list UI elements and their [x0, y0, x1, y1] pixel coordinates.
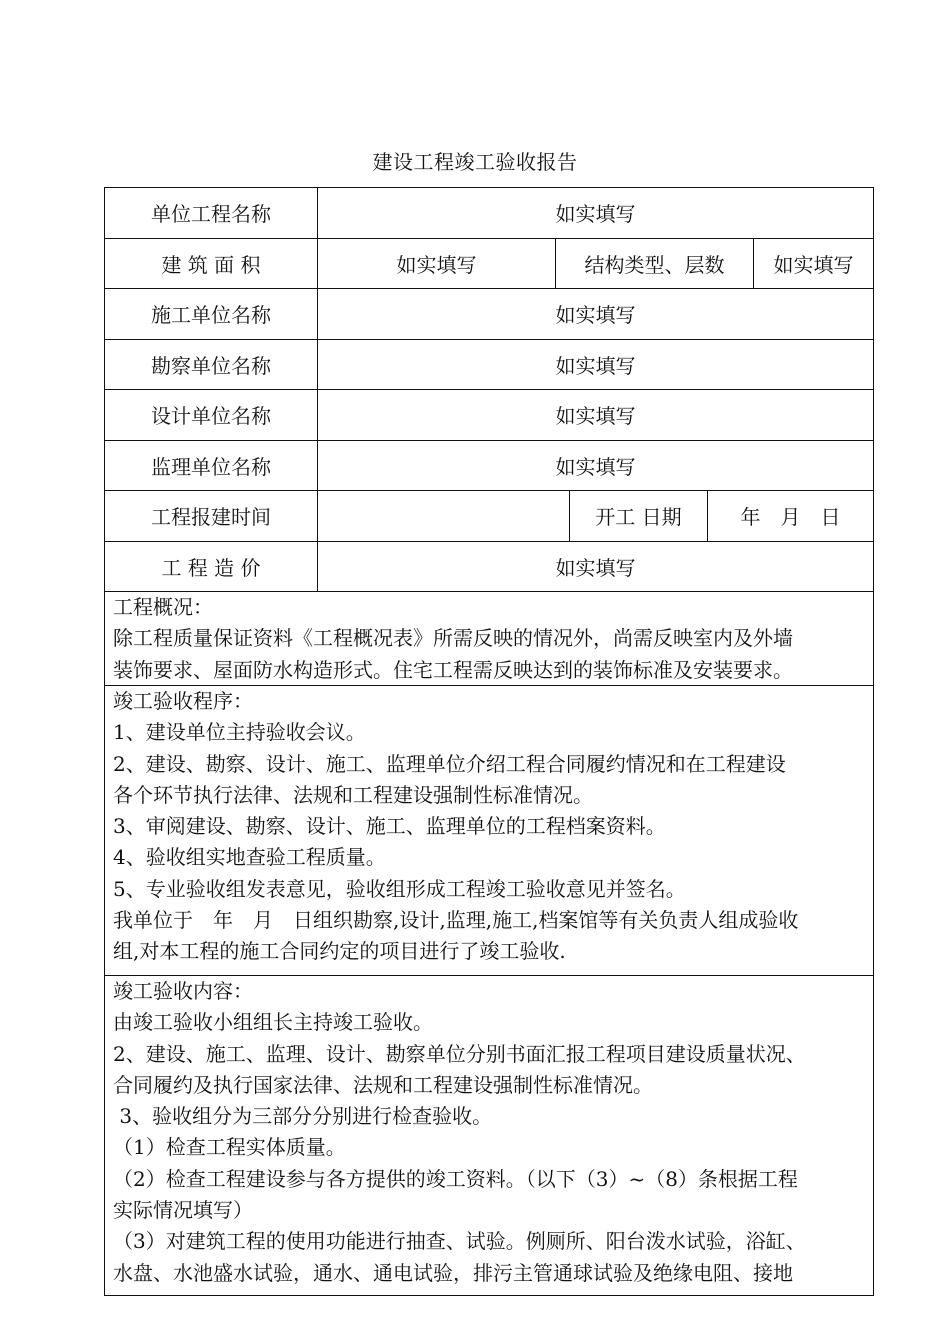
- label-unit-name: 单位工程名称: [151, 202, 271, 227]
- value-start-date: 年 月 日: [707, 491, 873, 541]
- procedure-line: 4、验收组实地查验工程质量。: [113, 845, 386, 870]
- label-structure: 结构类型、层数: [555, 239, 753, 289]
- label-cost: 工 程 造 价: [161, 555, 261, 580]
- row-supervision: [105, 441, 873, 492]
- row-survey: [105, 340, 873, 391]
- procedure-line: 组,对本工程的施工合同约定的项目进行了竣工验收.: [113, 939, 566, 964]
- label-start-date: 开工 日期: [569, 491, 707, 541]
- content-line: 竣工验收内容：: [113, 979, 253, 1003]
- content-line: 2、建设、施工、监理、设计、勘察单位分别书面汇报工程项目建设质量状况、: [113, 1041, 806, 1066]
- row-design: [105, 390, 873, 441]
- procedure-line: 3、审阅建设、勘察、设计、施工、监理单位的工程档案资料。: [113, 814, 666, 839]
- overview-line: 除工程质量保证资料《工程概况表》所需反映的情况外，尚需反映室内及外墙: [113, 626, 793, 651]
- value-design: 如实填写: [317, 390, 873, 440]
- procedure-line: 竣工验收程序：: [113, 689, 253, 713]
- label-construction: 施工单位名称: [151, 303, 271, 328]
- row-report-time: [105, 491, 873, 542]
- overview-section: [105, 592, 873, 686]
- content-line: （1）检查工程实体质量。: [113, 1135, 346, 1160]
- label-survey: 勘察单位名称: [151, 353, 271, 378]
- content-line: （2）检查工程建设参与各方提供的竣工资料。（以下（3）~（8）条根据工程: [113, 1166, 798, 1191]
- content-line: 合同履约及执行国家法律、法规和工程建设强制性标准情况。: [113, 1072, 653, 1097]
- procedure-line: 我单位于 年 月 日组织勘察,设计,监理,施工,档案馆等有关负责人组成验收: [113, 908, 799, 933]
- row-unit-name: [105, 188, 873, 239]
- procedure-line: 5、专业验收组发表意见，验收组形成工程竣工验收意见并签名。: [113, 876, 686, 901]
- label-report-time: 工程报建时间: [151, 505, 271, 530]
- content-line: 由竣工验收小组组长主持竣工验收。: [113, 1010, 433, 1035]
- row-area: [105, 239, 873, 290]
- procedure-section: [105, 686, 873, 976]
- row-cost: [105, 542, 873, 593]
- label-design: 设计单位名称: [151, 404, 271, 429]
- label-area: 建 筑 面 积: [161, 252, 261, 277]
- report-form: [104, 187, 874, 1296]
- row-construction: [105, 289, 873, 340]
- content-line: 实际情况填写）: [113, 1198, 253, 1223]
- overview-line: 工程概况：: [113, 595, 213, 619]
- content-line: 3、验收组分为三部分分别进行检查验收。: [113, 1104, 493, 1129]
- page-title: 建设工程竣工验收报告: [372, 150, 578, 174]
- overview-line: 装饰要求、屋面防水构造形式。住宅工程需反映达到的装饰标准及安装要求。: [113, 657, 793, 682]
- value-construction: 如实填写: [317, 289, 873, 339]
- value-supervision: 如实填写: [317, 441, 873, 491]
- value-cost: 如实填写: [317, 542, 873, 592]
- value-report-time: [317, 491, 569, 541]
- value-survey: 如实填写: [317, 340, 873, 390]
- content-line: 水盘、水池盛水试验，通水、通电试验，排污主管通球试验及绝缘电阻、接地: [113, 1260, 793, 1285]
- procedure-line: 各个环节执行法律、法规和工程建设强制性标准情况。: [113, 782, 593, 807]
- value-area: 如实填写: [317, 239, 555, 289]
- value-structure: 如实填写: [753, 239, 873, 289]
- value-unit-name: 如实填写: [317, 188, 873, 238]
- label-supervision: 监理单位名称: [151, 454, 271, 479]
- procedure-line: 2、建设、勘察、设计、施工、监理单位介绍工程合同履约情况和在工程建设: [113, 751, 786, 776]
- content-section: [105, 976, 873, 1296]
- procedure-line: 1、建设单位主持验收会议。: [113, 720, 366, 745]
- content-line: （3）对建筑工程的使用功能进行抽查、试验。例厕所、阳台泼水试验，浴缸、: [113, 1229, 806, 1254]
